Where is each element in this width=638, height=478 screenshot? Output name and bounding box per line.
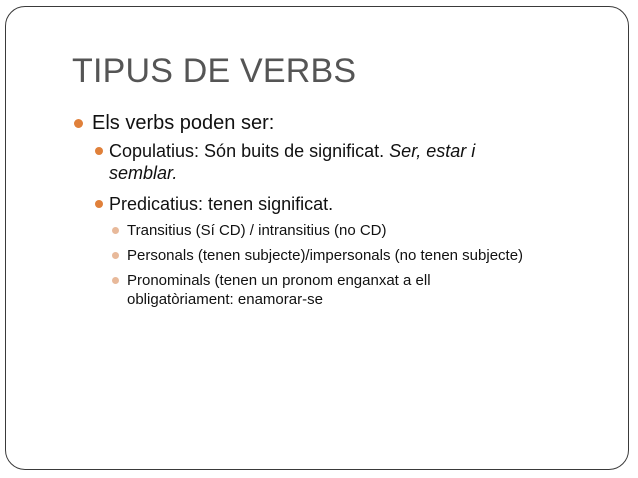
- bullet-item-transitius: [112, 221, 387, 240]
- copulatius-text: Copulatius: Són buits de significat.: [109, 141, 390, 161]
- bullet-dot-icon: [95, 147, 103, 155]
- bullet-text: Predicatius: tenen significat.: [109, 194, 334, 214]
- bullet-text: Personals (tenen subjecte)/impersonals (no tenen subjecte): [127, 247, 524, 264]
- slide-title: TIPUS DE VERBS: [72, 52, 357, 90]
- bullet-item-predicatius: [95, 193, 333, 215]
- pronominals-text: Pronominals (tenen un pronom enganxat a ell: [127, 272, 431, 289]
- bullet-dot-icon: [112, 277, 119, 284]
- bullet-text: [127, 271, 431, 309]
- copulatius-examples-cont: semblar.: [109, 163, 178, 183]
- pronominals-text-cont: obligatòriament: enamorar-se: [127, 291, 323, 308]
- bullet-item-personals: [112, 246, 523, 265]
- bullet-item-els-verbs: [74, 111, 274, 135]
- bullet-item-copulatius: [95, 140, 565, 184]
- bullet-dot-icon: [95, 200, 103, 208]
- bullet-text: Els verbs poden ser:: [92, 112, 275, 134]
- bullet-text: [109, 140, 475, 184]
- bullet-dot-icon: [112, 227, 119, 234]
- bullet-dot-icon: [74, 119, 83, 128]
- bullet-text: Transitius (Sí CD) / intransitius (no CD): [127, 222, 387, 239]
- bullet-item-pronominals: [112, 271, 431, 309]
- bullet-dot-icon: [112, 252, 119, 259]
- copulatius-examples: Ser, estar i: [389, 141, 476, 161]
